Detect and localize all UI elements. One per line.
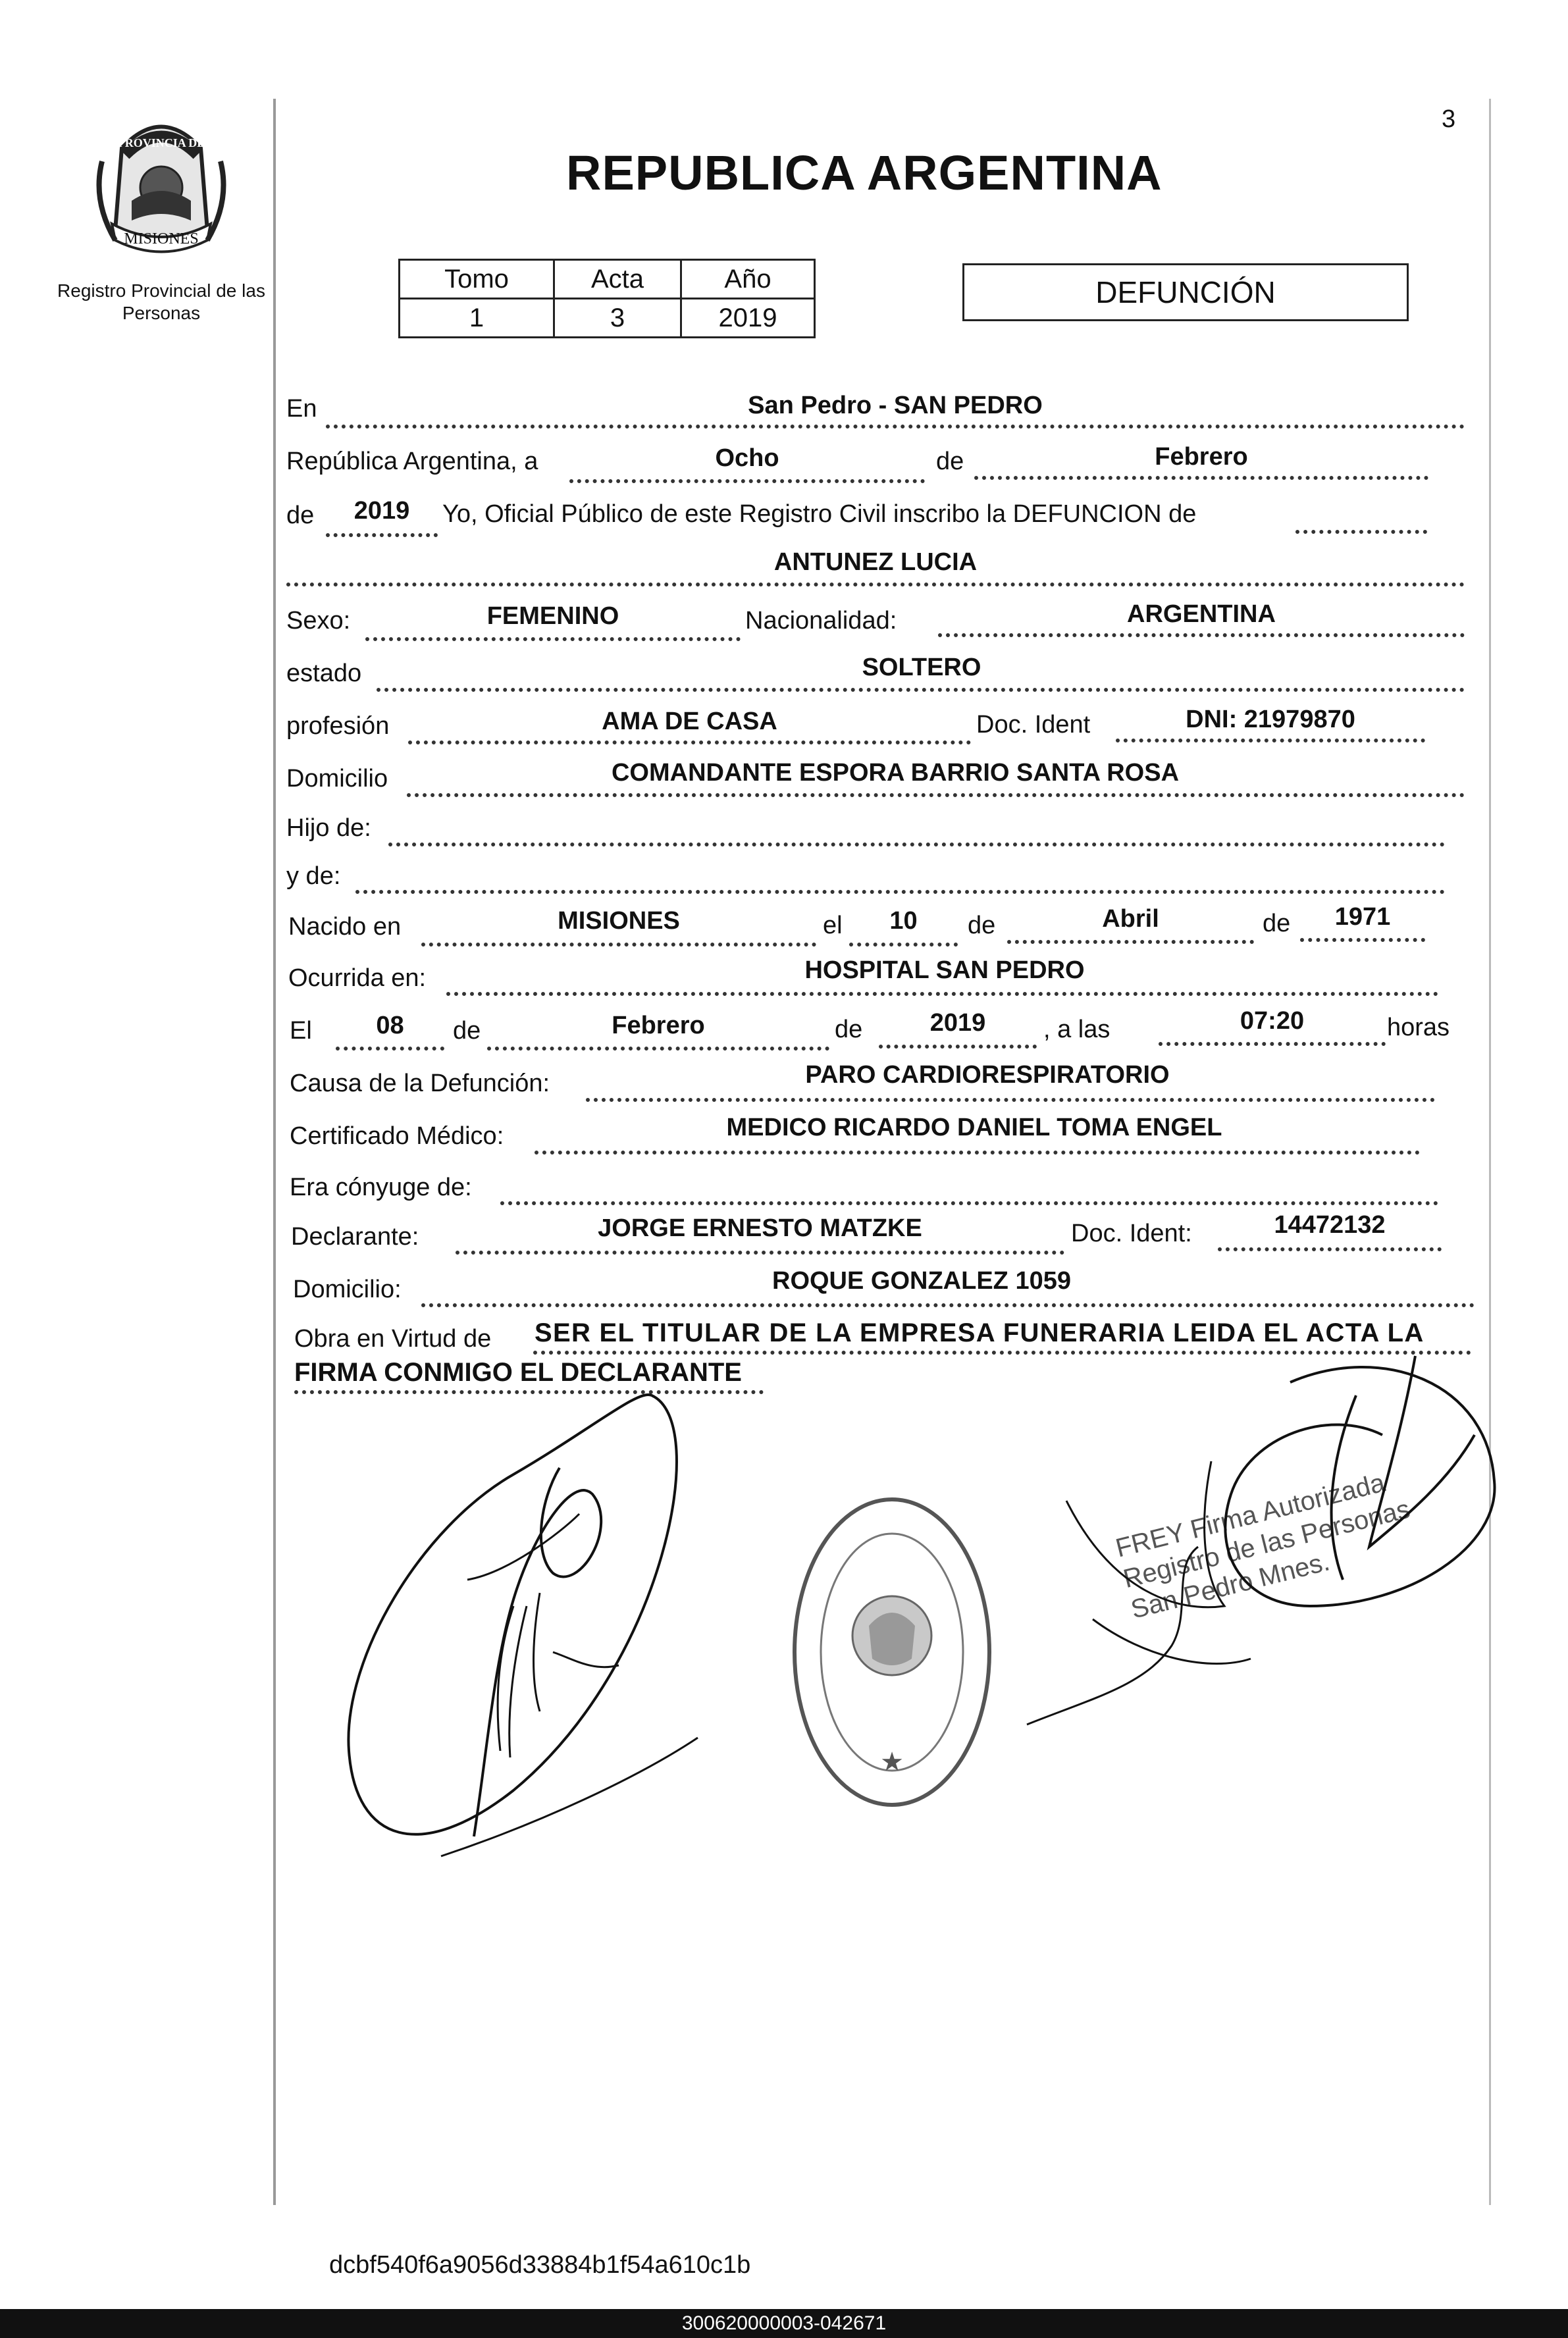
causa-value: PARO CARDIORESPIRATORIO bbox=[805, 1061, 1170, 1089]
official-signature bbox=[1014, 1330, 1521, 1738]
doc-type-box bbox=[962, 263, 1409, 321]
footer-bar bbox=[0, 2309, 1568, 2338]
page-title: REPUBLICA ARGENTINA bbox=[566, 145, 1163, 200]
page-number: 3 bbox=[1442, 105, 1456, 133]
dia-line bbox=[569, 479, 925, 483]
nacionalidad-line bbox=[938, 633, 1465, 637]
docident-label: Doc. Ident bbox=[976, 711, 1091, 739]
nacido-value: MISIONES bbox=[558, 907, 680, 935]
de-label-2: de bbox=[286, 502, 315, 529]
nacido-de-label-1: de bbox=[968, 912, 996, 939]
nac-mes-line bbox=[1007, 940, 1254, 944]
round-stamp-icon bbox=[790, 1494, 994, 1810]
def-mes-value: Febrero bbox=[612, 1012, 705, 1039]
en-value: San Pedro - SAN PEDRO bbox=[748, 392, 1043, 419]
decl-doc-value: 14472132 bbox=[1274, 1211, 1386, 1239]
registry-caption: Registro Provincial de las Personas bbox=[57, 280, 265, 323]
def-anio-value: 2019 bbox=[929, 1009, 986, 1037]
republica-label: República Argentina, a bbox=[286, 448, 538, 475]
anio-line bbox=[326, 533, 438, 537]
def-dia-value: 08 bbox=[376, 1012, 404, 1039]
decl-doc-label: Doc. Ident: bbox=[1071, 1220, 1192, 1247]
inscribo-label: Yo, Oficial Público de este Registro Civil inscribo la DEFUNCION de bbox=[442, 500, 1197, 528]
causa-line bbox=[586, 1098, 1435, 1102]
causa-label: Causa de la Defunción: bbox=[290, 1070, 550, 1097]
header-anio: Año bbox=[681, 260, 815, 299]
decl-domicilio-label: Domicilio: bbox=[293, 1276, 402, 1303]
hora-line bbox=[1159, 1042, 1386, 1046]
nac-anio-line bbox=[1300, 938, 1425, 942]
en-line bbox=[326, 425, 1465, 429]
en-label: En bbox=[286, 395, 317, 423]
yde-label: y de: bbox=[286, 862, 341, 890]
registry-stamp bbox=[790, 1494, 994, 1810]
docident-value: DNI: 21979870 bbox=[1186, 706, 1355, 733]
profesion-label: profesión bbox=[286, 712, 390, 740]
nac-anio-value: 1971 bbox=[1334, 903, 1391, 931]
official-stamp-text: FREY Firma Autorizada Registro de las Personas San Pedro Mnes. bbox=[1112, 1468, 1413, 1624]
anio-value: 2019 bbox=[353, 497, 410, 525]
declarante-value: JORGE ERNESTO MATZKE bbox=[598, 1214, 922, 1242]
decl-doc-line bbox=[1218, 1247, 1442, 1251]
nombre-line bbox=[286, 583, 1465, 586]
estado-value: SOLTERO bbox=[862, 654, 981, 681]
svg-text:★: ★ bbox=[880, 1748, 904, 1777]
horas-label: horas bbox=[1387, 1014, 1450, 1041]
ocurrida-line bbox=[446, 992, 1438, 996]
domicilio-label: Domicilio bbox=[286, 765, 388, 792]
def-de-label-1: de bbox=[453, 1017, 481, 1045]
def-anio-line bbox=[879, 1045, 1037, 1049]
hijo-label: Hijo de: bbox=[286, 814, 371, 842]
declarante-label: Declarante: bbox=[291, 1223, 419, 1251]
nacido-de-label-2: de bbox=[1263, 910, 1291, 937]
estado-label: estado bbox=[286, 660, 362, 687]
certificado-line bbox=[535, 1151, 1420, 1155]
profesion-value: AMA DE CASA bbox=[602, 708, 777, 735]
inscribo-line bbox=[1295, 530, 1427, 534]
footer-code: 300620000003-042671 bbox=[681, 2312, 887, 2334]
register-table bbox=[398, 259, 816, 338]
decl-domicilio-value: ROQUE GONZALEZ 1059 bbox=[772, 1267, 1071, 1295]
alas-label: , a las bbox=[1043, 1016, 1111, 1043]
sexo-value: FEMENINO bbox=[486, 602, 619, 630]
right-margin-line bbox=[1489, 99, 1491, 2205]
yde-line bbox=[355, 890, 1445, 894]
sexo-line bbox=[365, 637, 741, 641]
domicilio-line bbox=[407, 793, 1465, 797]
def-dia-line bbox=[336, 1047, 444, 1051]
obra-label: Obra en Virtud de bbox=[294, 1325, 492, 1353]
nacionalidad-label: Nacionalidad: bbox=[745, 607, 897, 635]
obra-value-2: FIRMA CONMIGO EL DECLARANTE bbox=[294, 1358, 742, 1387]
nac-mes-value: Abril bbox=[1102, 905, 1159, 933]
nac-dia-line bbox=[849, 943, 958, 947]
domicilio-value: COMANDANTE ESPORA BARRIO SANTA ROSA bbox=[611, 759, 1180, 787]
declarante-line bbox=[456, 1251, 1064, 1255]
value-acta: 3 bbox=[554, 299, 681, 338]
value-tomo: 1 bbox=[400, 299, 554, 338]
dia-value: Ocho bbox=[715, 444, 779, 472]
decl-domicilio-line bbox=[421, 1303, 1475, 1307]
def-de-label-2: de bbox=[835, 1016, 863, 1043]
de-label-1: de bbox=[936, 448, 964, 475]
document-hash: dcbf540f6a9056d33884b1f54a610c1b bbox=[329, 2251, 751, 2279]
conyuge-label: Era cónyuge de: bbox=[290, 1174, 472, 1201]
def-el-label: El bbox=[290, 1017, 312, 1045]
hora-value: 07:20 bbox=[1240, 1007, 1305, 1035]
value-anio: 2019 bbox=[681, 299, 815, 338]
ocurrida-label: Ocurrida en: bbox=[288, 964, 427, 992]
header-tomo: Tomo bbox=[400, 260, 554, 299]
nacionalidad-value: ARGENTINA bbox=[1127, 600, 1276, 628]
nacido-label: Nacido en bbox=[288, 913, 402, 941]
ocurrida-value: HOSPITAL SAN PEDRO bbox=[804, 956, 1085, 984]
docident-line bbox=[1116, 739, 1425, 742]
profesion-line bbox=[408, 740, 971, 744]
estado-line bbox=[377, 688, 1465, 692]
doc-type: DEFUNCIÓN bbox=[1095, 275, 1276, 309]
left-margin-line bbox=[273, 99, 276, 2205]
hijo-line bbox=[388, 843, 1445, 846]
mes-line bbox=[974, 476, 1428, 480]
nombre-value: ANTUNEZ LUCIA bbox=[773, 548, 978, 576]
coat-of-arms-icon bbox=[86, 109, 237, 260]
svg-text:PROVINCIA DE: PROVINCIA DE bbox=[117, 136, 205, 149]
obra-value-1: SER EL TITULAR DE LA EMPRESA FUNERARIA LEIDA EL ACTA LA bbox=[535, 1318, 1424, 1347]
def-mes-line bbox=[487, 1047, 829, 1051]
header-acta: Acta bbox=[554, 260, 681, 299]
declarant-signature bbox=[342, 1382, 737, 1883]
conyuge-line bbox=[500, 1201, 1438, 1205]
sexo-label: Sexo: bbox=[286, 607, 351, 635]
certificado-value: MEDICO RICARDO DANIEL TOMA ENGEL bbox=[726, 1114, 1222, 1141]
province-logo bbox=[86, 109, 237, 260]
certificado-label: Certificado Médico: bbox=[290, 1122, 504, 1150]
nacido-line bbox=[421, 943, 816, 947]
nacido-el-label: el bbox=[823, 912, 843, 939]
mes-value: Febrero bbox=[1155, 443, 1248, 471]
svg-text:MISIONES: MISIONES bbox=[124, 230, 199, 247]
nac-dia-value: 10 bbox=[889, 907, 918, 935]
